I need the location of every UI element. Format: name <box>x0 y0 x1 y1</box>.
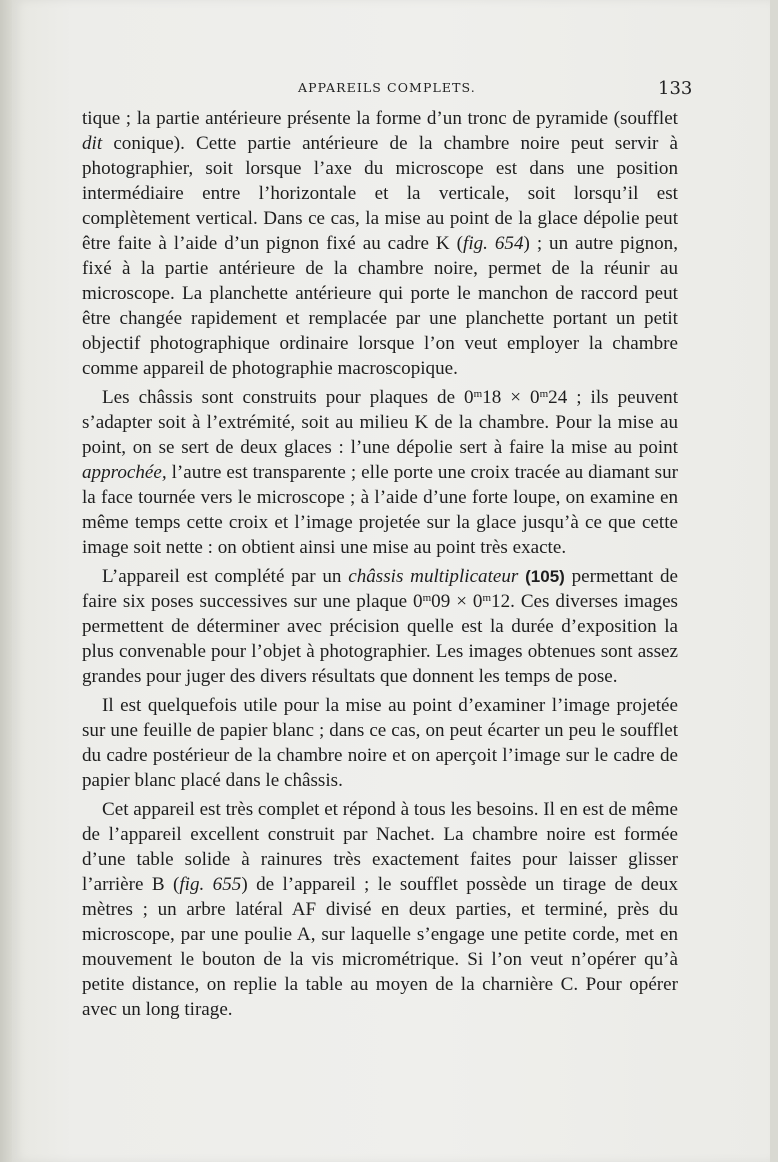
unit-superscript: m <box>473 388 483 400</box>
text-segment: Les châssis sont construits pour plaques de 0 <box>102 387 474 408</box>
text-segment: ) de l’appareil ; le soufflet possède un tirage de deux mètres ; un arbre latéral AF divisé en deux parties, et terminé, près du microscope, par une poulie A, sur laquelle s’engage une petite corde, met en mouvement le bouton de la vis micrométrique. Si l’on veut n’opérer qu’à petite distance, on replie la table au moyen de la charnière C. Pour opérer avec un long tirage. <box>82 874 678 1020</box>
italic-segment: dit <box>82 133 103 154</box>
text-segment: L’appareil est complété par un <box>102 566 349 587</box>
text-segment: ) ; un autre pignon, fixé à la partie antérieure de la chambre noire, permet de la réunir au microscope. La planchette antérieure qui porte le manchon de raccord peut être changée rapidement et remplacée par une planchette portant un petit objectif photographique ordinaire lorsque l’on veut employer la chambre comme appareil de photographie macroscopique. <box>82 233 678 379</box>
unit-superscript: m <box>539 388 549 400</box>
body-text <box>82 106 678 1022</box>
page-number: 133 <box>658 78 693 99</box>
text-segment: Cet appareil est très complet et répond à tous les besoins. Il en est de même de l’appareil excellent construit par Nachet. La chambre noire est formée d’une table solide à rainures très exactement faites pour laisser glisser l’arrière B ( <box>82 799 678 895</box>
text-segment: 12. Ces diverses images permettent de déterminer avec précision quelle est la durée d’exposition la plus convenable pour l’objet à photographier. Les images obtenues sont assez grandes pour juger des divers résultats que donnent les temps de pose. <box>82 591 678 687</box>
italic-segment: châssis multiplicateur <box>348 566 519 587</box>
text-segment: tique ; la partie antérieure présente la forme d’un tronc de pyramide (soufflet <box>82 108 678 129</box>
running-head-title: APPAREILS COMPLETS. <box>298 80 476 95</box>
figure-reference: fig. 654 <box>463 233 524 254</box>
figure-reference: fig. 655 <box>179 874 242 895</box>
paragraph-continuation <box>82 106 678 381</box>
text-segment: 24 ; ils peuvent s’adapter soit à l’extrémité, soit au milieu K de la chambre. Pour la mise au point, on se sert de deux glaces : l’une dépolie sert à faire la mise au point <box>82 387 679 458</box>
paragraph-mise-au-point <box>82 693 678 793</box>
text-segment: Il est quelquefois utile pour la mise au point d’examiner l’image projetée sur une feuille de papier blanc ; dans ce cas, on peut écarter un peu le soufflet du cadre postérieur de la chambre noire et on aperçoit l’image sur le cadre de papier blanc placé dans le châssis. <box>82 695 678 791</box>
text-segment: l’autre est transparente ; elle porte une croix tracée au diamant sur la face tournée vers le microscope ; à l’aide d’une forte loupe, on examine en même temps cette croix et l’image projetée sur la glace jusqu’à ce que cette image soit nette : on obtient ainsi une mise au point très exacte. <box>82 462 678 558</box>
paragraph-chassis <box>82 385 678 560</box>
running-head <box>0 80 778 104</box>
text-segment: permettant de faire six poses successives sur une plaque 0 <box>82 566 678 612</box>
italic-segment: approchée, <box>82 462 167 483</box>
text-segment: 09 × 0 <box>431 591 483 612</box>
paragraph-multiplicateur <box>82 564 678 689</box>
reference-number: (105) <box>525 567 565 586</box>
paragraph-nachet <box>82 797 678 1022</box>
text-segment: conique). Cette partie antérieure de la chambre noire peut servir à photographier, soit lorsque l’axe du microscope est dans une position intermédiaire entre l’horizontale et la verticale, soit lorsqu’il est complètement vertical. Dans ce cas, la mise au point de la glace dépolie peut être faite à l’aide d’un pignon fixé au cadre K ( <box>82 133 678 254</box>
text-segment: 18 × 0 <box>482 387 540 408</box>
unit-superscript: m <box>482 592 492 604</box>
unit-superscript: m <box>422 592 432 604</box>
